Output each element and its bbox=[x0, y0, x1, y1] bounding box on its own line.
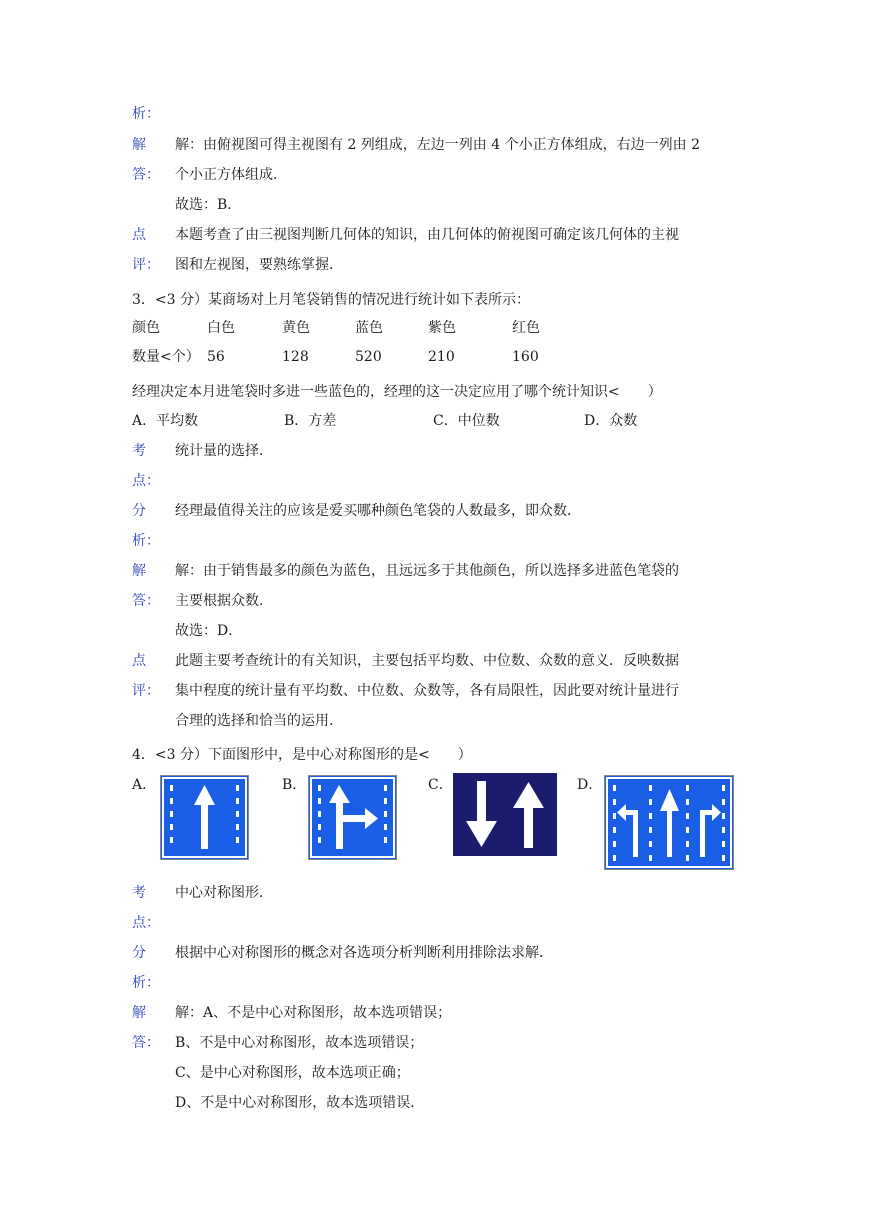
question-3-stem: 3．<3 分）某商场对上月笔袋销售的情况进行统计如下表所示： bbox=[132, 292, 530, 308]
table-cell: 黄色 bbox=[282, 320, 310, 336]
table-cell: 白色 bbox=[207, 320, 235, 336]
table-cell: 128 bbox=[282, 349, 309, 365]
dianping-label-1: 点 bbox=[132, 653, 146, 669]
table-cell: 160 bbox=[512, 349, 539, 365]
kaodian-text: 中心对称图形． bbox=[175, 885, 273, 901]
dianping-line: 合理的选择和恰当的运用． bbox=[175, 713, 343, 729]
comment-label-2: 评： bbox=[132, 257, 160, 273]
dianping-line: 此题主要考查统计的有关知识，主要包括平均数、中位数、众数的意义．反映数据 bbox=[175, 653, 679, 669]
option-d: D．众数 bbox=[584, 413, 638, 429]
jieda-line: B、不是中心对称图形，故本选项错误； bbox=[175, 1035, 424, 1051]
jieda-line: D、不是中心对称图形，故本选项错误． bbox=[175, 1095, 425, 1111]
kaodian-label-2: 点： bbox=[132, 473, 160, 489]
answer-choice: 故选：B． bbox=[175, 197, 242, 213]
answer-label-2: 答： bbox=[132, 167, 160, 183]
comment-line: 图和左视图，要熟练掌握． bbox=[175, 257, 343, 273]
comment-line: 本题考查了由三视图判断几何体的知识，由几何体的俯视图可确定该几何体的主视 bbox=[175, 227, 679, 243]
dianping-label-2: 评： bbox=[132, 683, 160, 699]
fenxi-label-1: 分 bbox=[132, 503, 146, 519]
jieda-label-2: 答： bbox=[132, 1035, 160, 1051]
jieda-line: 解：由于销售最多的颜色为蓝色，且远远多于其他颜色，所以选择多进蓝色笔袋的 bbox=[175, 563, 679, 579]
kaodian-text: 统计量的选择． bbox=[175, 443, 273, 459]
sign-a-straight-arrow-icon bbox=[160, 775, 249, 860]
table-cell: 红色 bbox=[512, 320, 540, 336]
comment-label-1: 点 bbox=[132, 227, 146, 243]
sign-d-three-lane-arrows-icon bbox=[604, 775, 734, 870]
fenxi-label-2: 析： bbox=[132, 533, 160, 549]
option-b-label: B． bbox=[282, 777, 307, 793]
sign-c-down-up-arrow-icon bbox=[453, 773, 557, 856]
jieda-label-1: 解 bbox=[132, 1005, 146, 1021]
fenxi-label-2: 析： bbox=[132, 975, 160, 991]
kaodian-label-1: 考 bbox=[132, 885, 146, 901]
fenxi-text: 根据中心对称图形的概念对各选项分析判断利用排除法求解． bbox=[175, 945, 553, 961]
fenxi-label-1: 分 bbox=[132, 945, 146, 961]
dianping-line: 集中程度的统计量有平均数、中位数、众数等，各有局限性，因此要对统计量进行 bbox=[175, 683, 679, 699]
analysis-label-tail: 析： bbox=[132, 106, 160, 122]
jieda-line: C、是中心对称图形，故本选项正确； bbox=[175, 1065, 410, 1081]
table-cell: 56 bbox=[207, 349, 225, 365]
answer-line: 解：由俯视图可得主视图有 2 列组成，左边一列由 4 个小正方体组成，右边一列由 2 bbox=[175, 137, 700, 153]
kaodian-label-2: 点： bbox=[132, 915, 160, 931]
table-cell: 520 bbox=[355, 349, 382, 365]
answer-line: 个小正方体组成． bbox=[175, 167, 287, 183]
option-c: C．中位数 bbox=[433, 413, 500, 429]
answer-label-1: 解 bbox=[132, 137, 146, 153]
jieda-line: 主要根据众数． bbox=[175, 593, 273, 609]
option-b: B．方差 bbox=[284, 413, 337, 429]
option-c-label: C． bbox=[428, 777, 453, 793]
table-row-label: 数量<个） bbox=[132, 349, 200, 365]
jieda-choice: 故选：D． bbox=[175, 623, 243, 639]
option-a: A．平均数 bbox=[132, 413, 199, 429]
fenxi-text: 经理最值得关注的应该是爱买哪种颜色笔袋的人数最多，即众数． bbox=[175, 503, 581, 519]
jieda-label-1: 解 bbox=[132, 563, 146, 579]
option-a-label: A． bbox=[132, 777, 157, 793]
table-cell: 蓝色 bbox=[355, 320, 383, 336]
kaodian-label-1: 考 bbox=[132, 443, 146, 459]
table-cell: 210 bbox=[428, 349, 455, 365]
option-d-label: D． bbox=[577, 777, 603, 793]
jieda-line: 解：A、不是中心对称图形，故本选项错误； bbox=[175, 1005, 452, 1021]
question-3-text: 经理决定本月进笔袋时多进一些蓝色的，经理的这一决定应用了哪个统计知识< ） bbox=[132, 384, 662, 400]
sign-b-straight-right-arrow-icon bbox=[308, 775, 397, 860]
table-cell: 紫色 bbox=[428, 320, 456, 336]
jieda-label-2: 答： bbox=[132, 593, 160, 609]
question-4-stem: 4．<3 分）下面图形中，是中心对称图形的是< ） bbox=[132, 747, 472, 763]
table-row-label: 颜色 bbox=[132, 320, 160, 336]
